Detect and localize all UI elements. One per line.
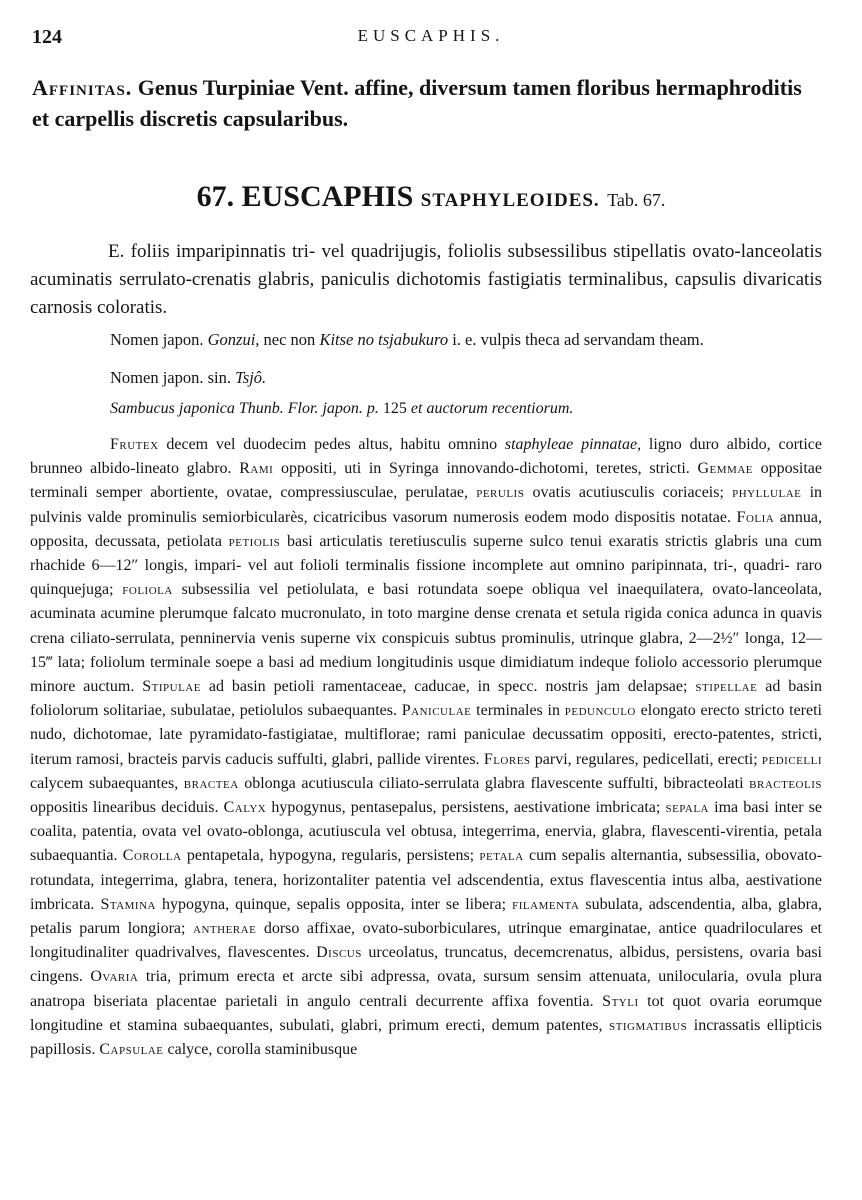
description-text: subsessilia vel petiolulata, e basi rotundata soepe obliqua vel inaequilatera, ovato-lanceolata, acuminata acumine plerumque falcato mucronulato, in toto margine dense crenata et setula rigida conica adunca in quavis crena ciliato-serrulata, penninervia venis superne vix conspicuis subtus prominulis, utrinque glabra, 2—2½″ longa, 12—15‴ lata; foliolum terminale soepe a basi ad medium longitudinis usque dimidiatum indeque foliolo accessorio plerumque minore auctum. xyxy=(30,581,823,696)
nomen-japon-middle: nec non xyxy=(263,330,316,349)
description-text: oppositis linearibus deciduis. xyxy=(30,799,224,817)
description-text: dorso affixae, ovato-suborbiculares, utrinque emarginatae, antice quadriloculares et longitudinaliter quadrivalves, flavescentes. xyxy=(30,920,823,962)
description-paragraph xyxy=(30,433,822,1062)
description-text: elongato erecto stricto tereti nudo, dichotomae, late pyramidato-fastigiatae, multiflorae; rami paniculae decussatim oppositi, erecto-patentes, stricti, iterum ramosi, bracteis parvis caducis suffulti, glabri, pallide virentes. xyxy=(30,702,822,768)
description-text: cum sepalis alternantia, subsessilia, obovato-rotundata, integerrima, glabra, tenera, horizontaliter patentia vel adscendentia, extus flavescentia intus alba, aestivatione imbricata. xyxy=(30,847,822,913)
description-italic: staphyleae pinnatae xyxy=(504,436,638,453)
description-term: Paniculae xyxy=(401,702,472,720)
nomen-japon-name1: Gonzui, xyxy=(207,330,260,349)
species-epithet: STAPHYLEOIDES. xyxy=(420,190,600,211)
description-text: decem vel duodecim pedes altus, habitu omnino xyxy=(158,436,505,453)
plate-reference: Tab. 67. xyxy=(607,190,666,210)
description-term: petiolis xyxy=(228,532,281,550)
synonym-line xyxy=(110,400,573,418)
nomen-japon-name2: Kitse no tsjabukuro xyxy=(319,330,449,349)
description-term: Folia xyxy=(736,508,775,526)
description-text: oppositi, uti in Syringa innovando-dichotomi, teretes, stricti. xyxy=(273,460,698,478)
description-term: bractea xyxy=(183,774,239,792)
synonym-tail: et auctorum recentiorum. xyxy=(410,400,574,417)
description-text: annua, opposita, decussata, petiolata xyxy=(30,508,822,550)
description-text: incrassatis ellipticis papillosis. xyxy=(30,1016,823,1059)
description-text: ima basi inter se coalita, patentia, ovata vel ovato-oblonga, acutiuscula vel obtusa, integerrima, enervia, glabra, flavescenti-virentia, petala subaequantia. xyxy=(30,799,822,865)
description-term: Stamina xyxy=(100,895,156,913)
description-text: oblonga acutiuscula ciliato-serrulata glabra flavescente suffulti, bibracteolati xyxy=(238,774,750,792)
description-term: Ovaria xyxy=(90,968,139,986)
description-text: parvi, regulares, pedicellati, erecti; xyxy=(530,750,762,768)
description-term: stipellae xyxy=(695,678,758,696)
description-term: Calyx xyxy=(223,799,267,817)
description-text: basi articulatis teretiusculis superne sulco tenui exaratis strictis glabris una cum rhachide 6—12″ longis, impari- vel aut folioli terminalis fissione incomplete aut omnino paripinnata, tri-, quadri- raro quinquejuga; xyxy=(30,532,822,599)
nomen-sin-line xyxy=(110,368,266,388)
description-term: Stipulae xyxy=(142,678,201,696)
description-text: ad basin foliolorum solitariae, subulatae, petiolulos subaequantes. xyxy=(30,678,823,720)
description-term: petala xyxy=(479,847,524,865)
description-term: stigmatibus xyxy=(609,1016,688,1034)
synonym-page: 125 xyxy=(382,400,407,417)
description-term: antherae xyxy=(193,920,257,938)
affinitas-text: Genus Turpiniae Vent. affine, diversum tamen floribus hermaphroditis et carpellis discretis capsularibus. xyxy=(32,75,802,131)
page-number: 124 xyxy=(32,26,62,48)
description-text: terminales in xyxy=(471,702,565,720)
description-term: Flores xyxy=(483,750,531,768)
description-text: calyce, corolla staminibusque xyxy=(163,1041,358,1059)
diagnosis-paragraph: E. foliis imparipinnatis tri- vel quadrijugis, foliolis subsessilibus stipellatis ovato-lanceolatis acuminatis serrulato-crenatis glabris, paniculis dichotomis fastigiatis terminalibus, capsulis divaricatis carnosis coloratis. xyxy=(30,241,822,318)
description-text: tot quot ovaria eorumque longitudine et stamina subaequantes, subulati, glabri, primum erecti, demum patentes, xyxy=(30,992,822,1034)
species-number: 67. xyxy=(196,180,235,213)
description-term: pedicelli xyxy=(761,750,823,768)
affinitas-paragraph xyxy=(32,72,822,134)
description-text: hypogyna, quinque, sepalis opposita, inter se libera; xyxy=(155,895,513,913)
running-title: EUSCAPHIS. xyxy=(357,26,505,45)
affinitas-label: Affinitas. xyxy=(32,75,133,100)
description-text: calycem subaequantes, xyxy=(30,774,184,792)
description-term: pedunculo xyxy=(564,702,636,720)
description-term: Rami xyxy=(239,460,274,478)
description-term: perulis xyxy=(476,484,525,502)
description-term: Gemmae xyxy=(697,460,753,478)
description-text: hypogynus, pentasepalus, persistens, aestivatione imbricata; xyxy=(266,799,666,817)
description-term: Discus xyxy=(316,944,362,962)
description-term: sepala xyxy=(665,799,710,817)
description-text: tria, primum erecta et arcte sibi adpressa, ovata, sursum sensim attenuata, unilocularia, ovula plura anatropa biseriata placentae parietali in angulo centrali decurrente affixa foventia. xyxy=(30,968,822,1010)
running-head xyxy=(28,26,834,50)
description-text: subulata, adscendentia, alba, glabra, petalis parum longiora; xyxy=(30,895,822,938)
description-text: pentapetala, hypogyna, regularis, persistens; xyxy=(181,847,480,865)
description-term: Corolla xyxy=(122,847,182,865)
description-term: Capsulae xyxy=(99,1041,164,1059)
synonym-text: Sambucus japonica Thunb. Flor. japon. p. xyxy=(110,400,379,417)
description-text: oppositae terminali semper abortiente, ovatae, compressiusculae, perulatae, xyxy=(30,460,822,502)
species-heading xyxy=(0,180,862,214)
description-term: foliola xyxy=(122,581,173,599)
description-term: bracteolis xyxy=(749,774,822,792)
description-text: , ligno duro albido, cortice brunneo albido-lineato glabro. xyxy=(30,436,822,478)
description-term: Frutex xyxy=(110,436,159,453)
description-text: urceolatus, truncatus, decemcrenatus, albidus, persistens, ovaria basi cingens. xyxy=(30,944,822,986)
description-term: phyllulae xyxy=(732,484,802,502)
description-text: ad basin petioli ramentaceae, caducae, in specc. nostris jam delapsae; xyxy=(200,678,696,696)
nomen-japon-prefix: Nomen japon. xyxy=(110,330,204,349)
description-term: filamenta xyxy=(512,895,580,913)
description-text: ovatis acutiusculis coriaceis; xyxy=(524,484,733,502)
nomen-sin-name: Tsjô. xyxy=(235,368,267,387)
nomen-sin-prefix: Nomen japon. sin. xyxy=(110,368,231,387)
description-term: Styli xyxy=(602,992,639,1010)
nomen-japon-line xyxy=(110,330,704,350)
species-genus: EUSCAPHIS xyxy=(241,180,414,213)
nomen-japon-suffix: i. e. vulpis theca ad servandam theam. xyxy=(452,330,704,349)
description-text: in pulvinis valde prominulis semiorbicularès, cicatricibus vasorum numerosis eodem modo dispositis notatae. xyxy=(30,484,823,526)
